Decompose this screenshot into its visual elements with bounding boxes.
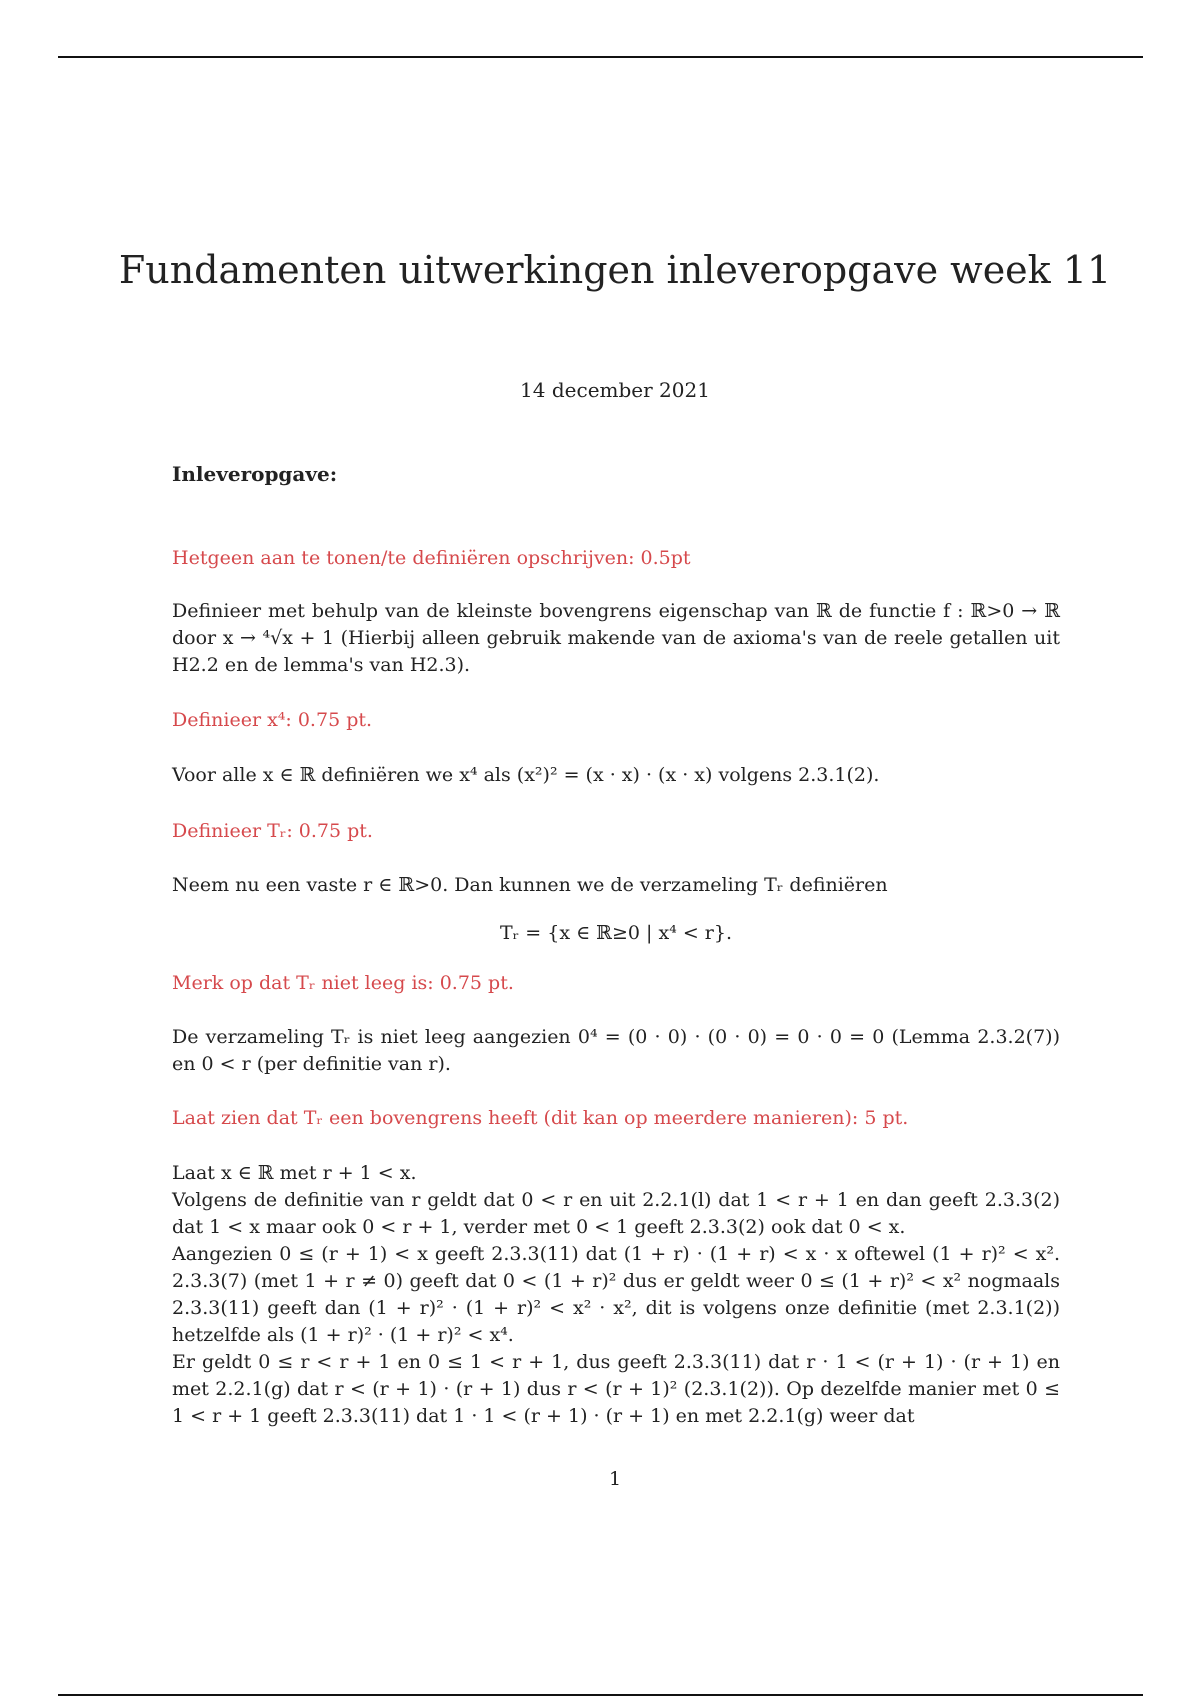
paragraph-4: De verzameling Tᵣ is niet leeg aangezien 0⁴ = (0 · 0) · (0 · 0) = 0 · 0 = 0 (Lemma 2.3.2(7)) en 0 < r (per definitie van r).: [172, 1026, 1060, 1075]
paragraph-1: Definieer met behulp van de kleinste bovengrens eigenschap van ℝ de functie f : ℝ>0 → ℝ door x → ⁴√x + 1 (Hierbij alleen gebruik makende van de axioma's van de reele getallen uit H2.2 en de lemma's van H2.3).: [172, 600, 1060, 676]
grading-note-3: Definieer Tᵣ: 0.75 pt.: [172, 820, 373, 842]
top-rule: [58, 56, 1143, 58]
paragraph-2: Voor alle x ∈ ℝ definiëren we x⁴ als (x²)² = (x · x) · (x · x) volgens 2.3.1(2).: [172, 764, 880, 786]
p5-line-1: Laat x ∈ ℝ met r + 1 < x.: [172, 1162, 417, 1184]
grading-note-4: Merk op dat Tᵣ niet leeg is: 0.75 pt.: [172, 972, 514, 994]
grading-note-2: Definieer x⁴: 0.75 pt.: [172, 709, 373, 731]
p5-line-4: Er geldt 0 ≤ r < r + 1 en 0 ≤ 1 < r + 1, dus geeft 2.3.3(11) dat r · 1 < (r + 1) · (r + 1) en met 2.2.1(g) dat r < (r + 1) · (r + 1) dus r < (r + 1)² (2.3.1(2)). Op dezelfde manier met 0 ≤ 1 < r + 1 geeft 2.3.3(11) dat 1 · 1 < (r + 1) · (r + 1) en met 2.2.1(g) weer dat: [172, 1351, 1060, 1427]
section-heading: Inleveropgave:: [172, 462, 338, 486]
document-date: 14 december 2021: [520, 378, 710, 402]
page-number: 1: [608, 1468, 622, 1490]
paragraph-5: [172, 1160, 1060, 1430]
paragraph-3: Neem nu een vaste r ∈ ℝ>0. Dan kunnen we de verzameling Tᵣ definiëren: [172, 874, 888, 896]
bottom-rule: [58, 1694, 1143, 1696]
formula-tr: Tᵣ = {x ∈ ℝ≥0 | x⁴ < r}.: [499, 922, 733, 944]
document-title: Fundamenten uitwerkingen inleveropgave week 11: [118, 248, 1112, 292]
p5-line-3: Aangezien 0 ≤ (r + 1) < x geeft 2.3.3(11) dat (1 + r) · (1 + r) < x · x oftewel (1 + r)² < x². 2.3.3(7) (met 1 + r ≠ 0) geeft dat 0 < (1 + r)² dus er geldt weer 0 ≤ (1 + r)² < x² nogmaals 2.3.3(11) geeft dan (1 + r)² · (1 + r)² < x² · x², dit is volgens onze definitie (met 2.3.1(2)) hetzelfde als (1 + r)² · (1 + r)² < x⁴.: [172, 1243, 1060, 1346]
p5-line-2: Volgens de definitie van r geldt dat 0 < r en uit 2.2.1(l) dat 1 < r + 1 en dan geeft 2.3.3(2) dat 1 < x maar ook 0 < r + 1, verder met 0 < 1 geeft 2.3.3(2) ook dat 0 < x.: [172, 1189, 1060, 1238]
grading-note-5: Laat zien dat Tᵣ een bovengrens heeft (dit kan op meerdere manieren): 5 pt.: [172, 1107, 909, 1129]
grading-note-1: Hetgeen aan te tonen/te definiëren opschrijven: 0.5pt: [172, 547, 691, 569]
